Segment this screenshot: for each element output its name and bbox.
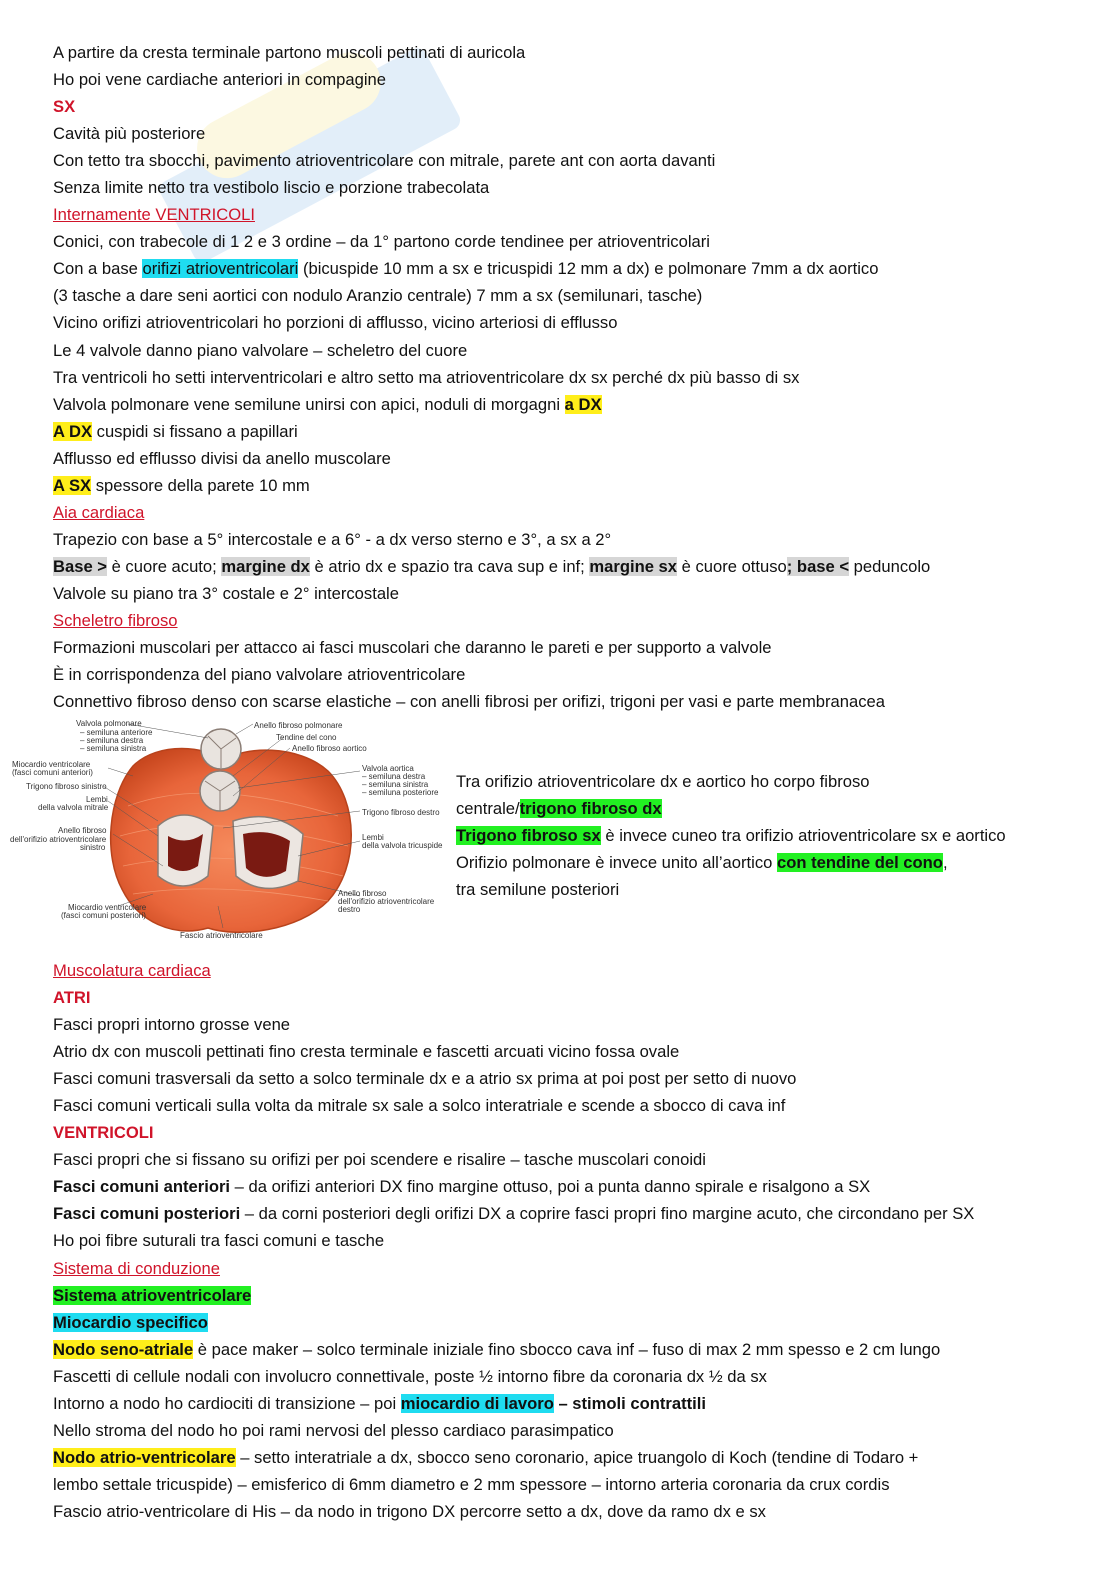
heading-aia-cardiaca: Aia cardiaca: [53, 502, 145, 522]
heart-valve-plane-figure: [8, 716, 444, 944]
highlight-yellow: A DX: [53, 421, 93, 441]
svg-text:dell'orifizio atrioventricolar: dell'orifizio atrioventricolare: [338, 897, 435, 906]
highlight-yellow: Nodo seno-atriale: [53, 1339, 194, 1359]
svg-text:della valvola mitrale: della valvola mitrale: [38, 803, 109, 812]
highlight-cyan: orifizi atrioventricolari: [142, 259, 299, 279]
highlight-cyan: miocardio di lavoro: [400, 1393, 554, 1413]
highlight-gray: ; base <: [786, 556, 850, 576]
svg-text:– semilunа anteriore: – semilunа anteriore: [80, 728, 153, 737]
text-line: Fasci comuni verticali sulla volta da mitrale sx sale a solco interatriale e scende a sbocco di cava inf: [53, 1096, 786, 1116]
svg-text:Anello fibroso: Anello fibroso: [58, 826, 107, 835]
heading-sx: SX: [53, 97, 76, 117]
heading-internamente-ventricoli: Internamente VENTRICOLI: [53, 205, 255, 225]
text-line: Vicino orifizi atrioventricolari ho porzioni di afflusso, vicino arteriosi di efflusso: [53, 313, 618, 333]
text-line: Fasci propri intorno grosse vene: [53, 1015, 291, 1035]
highlight-green: trigono fibroso dx: [519, 799, 662, 819]
highlight-yellow: Nodo atrio-ventricolare: [53, 1447, 236, 1467]
svg-text:Anello fibroso aortico: Anello fibroso aortico: [292, 744, 367, 753]
heading-miocardio-specifico: Miocardio specifico: [53, 1312, 208, 1332]
top-text-block: [53, 39, 1093, 715]
svg-text:Anello fibroso: Anello fibroso: [338, 889, 387, 898]
svg-text:sinistro: sinistro: [80, 843, 106, 852]
svg-text:– semiluna sinistra: – semiluna sinistra: [80, 744, 147, 753]
text-line: Afflusso ed efflusso divisi da anello muscolare: [53, 448, 391, 468]
heading-sistema-atrioventricolare: Sistema atrioventricolare: [53, 1285, 252, 1305]
bottom-text-block: [53, 957, 1093, 1525]
text-line: Ho poi vene cardiache anteriori in compagine: [53, 70, 386, 90]
highlight-yellow: a DX: [564, 394, 602, 414]
text-line: Con tetto tra sbocchi, pavimento atrioventricolare con mitrale, parete ant con aorta davanti: [53, 151, 716, 171]
text-line: Base > è cuore acuto; margine dx è atrio dx e spazio tra cava sup e inf; margine sx è cuore ottuso; base < peduncolo: [53, 556, 931, 576]
svg-text:– semiluna sinistra: – semiluna sinistra: [362, 780, 429, 789]
text-line: Senza limite netto tra vestibolo liscio e porzione trabecolata: [53, 178, 490, 198]
heading-scheletro-fibroso: Scheletro fibroso: [53, 610, 178, 630]
text-line: Cavità più posteriore: [53, 124, 206, 144]
svg-text:Lembi: Lembi: [362, 833, 384, 842]
highlight-green: con tendine del cono: [776, 853, 943, 873]
heading-atri: ATRI: [53, 988, 91, 1008]
text-line: È in corrispondenza del piano valvolare atrioventricolare: [53, 665, 466, 685]
highlight-gray: Base >: [53, 556, 107, 576]
text-line: (3 tasche a dare seni aortici con nodulo Aranzio centrale) 7 mm a sx (semilunari, tasche): [53, 286, 703, 306]
text-line: A DX cuspidi si fissano a papillari: [53, 421, 298, 441]
text-line: Le 4 valvole danno piano valvolare – scheletro del cuore: [53, 340, 468, 360]
heading-sistema-conduzione: Sistema di conduzione: [53, 1258, 220, 1278]
svg-text:Valvola aortica: Valvola aortica: [362, 764, 414, 773]
svg-text:Miocardio ventricolare: Miocardio ventricolare: [68, 903, 147, 912]
svg-text:Tendine del cono: Tendine del cono: [276, 733, 337, 742]
text-line: Valvole su piano tra 3° costale e 2° intercostale: [53, 583, 399, 603]
svg-text:destro: destro: [338, 905, 361, 914]
text-line: Fasci comuni trasversali da setto a solco terminale dx e a atrio sx prima at poi post per setto di nuovo: [53, 1069, 797, 1089]
svg-text:– semiluna destra: – semiluna destra: [362, 772, 426, 781]
svg-text:Lembi: Lembi: [86, 795, 108, 804]
text-line: lembo settale tricuspide) – emisferico di 6mm diametro e 2 mm spessore – intorno arteria coronaria da crux cordis: [53, 1474, 890, 1494]
text-line: Trapezio con base a 5° intercostale e a 6° - a dx verso sterno e 3°, a sx a 2°: [53, 529, 612, 549]
text-line: Atrio dx con muscoli pettinati fino cresta terminale e fascetti arcuati vicino fossa ovale: [53, 1042, 680, 1062]
text-line: Fascetti di cellule nodali con involucro connettivale, poste ½ intorno fibre da coronaria dx ½ da sx: [53, 1366, 767, 1386]
svg-text:Valvola polmonare: Valvola polmonare: [76, 719, 142, 728]
text-line: Tra ventricoli ho setti interventricolari e altro setto ma atrioventricolare dx sx perché dx più basso di sx: [53, 367, 800, 387]
text-line: Fasci propri che si fissano su orifizi per poi scendere e risalire – tasche muscolari conoidi: [53, 1150, 706, 1170]
svg-text:della valvola tricuspide: della valvola tricuspide: [362, 841, 443, 850]
figure-label-bottom: Fascio atrioventricolare: [180, 931, 263, 940]
text-line: centrale/trigono fibroso dx: [456, 799, 662, 819]
svg-text:– semiluna destra: – semiluna destra: [80, 736, 144, 745]
text-line: Nodo atrio-ventricolare – setto interatriale a dx, sbocco seno coronario, apice truangolo di Koch (tendine di Todaro +: [53, 1447, 919, 1467]
text-line: A SX spessore della parete 10 mm: [53, 475, 310, 495]
svg-text:(fasci comuni posteriori): (fasci comuni posteriori): [61, 911, 146, 920]
svg-text:(fasci comuni anteriori): (fasci comuni anteriori): [12, 768, 93, 777]
text-line: Valvola polmonare vene semilune unirsi con apici, noduli di morgagni a DX: [53, 394, 602, 414]
text-line: Nodo seno-atriale è pace maker – solco terminale iniziale fino sbocco cava inf – fuso di max 2 mm spesso e 2 cm lungo: [53, 1339, 941, 1359]
text-line: Fasci comuni anteriori – da orifizi anteriori DX fino margine ottuso, poi a punta danno spirale e risalgono a SX: [53, 1177, 871, 1197]
highlight-gray: margine sx: [589, 556, 678, 576]
svg-text:– semiluna posteriore: – semiluna posteriore: [362, 788, 439, 797]
text-line: Fascio atrio-ventricolare di His – da nodo in trigono DX percorre setto a dx, dove da ramo dx e sx: [53, 1501, 766, 1521]
heading-muscolatura-cardiaca: Muscolatura cardiaca: [53, 961, 211, 980]
text-line: Trigono fibroso sx è invece cuneo tra orifizio atrioventricolare sx e aortico: [456, 826, 1006, 846]
text-line: Orifizio polmonare è invece unito all’aortico con tendine del cono,: [456, 853, 948, 873]
text-line: Fasci comuni posteriori – da corni posteriori degli orifizi DX a coprire fasci propri fino margine acuto, che circondano per SX: [53, 1204, 975, 1224]
text-line: Tra orifizio atrioventricolare dx e aortico ho corpo fibroso: [456, 772, 870, 791]
text-line: A partire da cresta terminale partono muscoli pettinati di auricola: [53, 43, 526, 62]
heading-ventricoli: VENTRICOLI: [53, 1123, 154, 1143]
svg-text:Trigono fibroso destro: Trigono fibroso destro: [362, 808, 440, 817]
text-line: tra semilune posteriori: [456, 880, 620, 900]
text-line: Connettivo fibroso denso con scarse elastiche – con anelli fibrosi per orifizi, trigoni per vasi e parte membranacea: [53, 692, 885, 712]
text-line: Conici, con trabecole di 1 2 e 3 ordine – da 1° partono corde tendinee per atrioventricolari: [53, 232, 710, 252]
highlight-green: Trigono fibroso sx: [456, 826, 601, 846]
figure-caption-text: [456, 768, 1106, 903]
text-line: Con a base orifizi atrioventricolari (bicuspide 10 mm a sx e tricuspidi 12 mm a dx) e polmonare 7mm a dx aortico: [53, 259, 879, 279]
text-line: Ho poi fibre suturali tra fasci comuni e tasche: [53, 1231, 385, 1251]
svg-text:Miocardio ventricolare: Miocardio ventricolare: [12, 760, 91, 769]
svg-text:Anello fibroso polmonare: Anello fibroso polmonare: [254, 721, 343, 730]
text-line: Nello stroma del nodo ho poi rami nervosi del plesso cardiaco parasimpatico: [53, 1420, 614, 1440]
svg-text:Trigono fibroso sinistro: Trigono fibroso sinistro: [26, 782, 107, 791]
highlight-yellow: A SX: [53, 475, 92, 495]
highlight-gray: margine dx: [221, 556, 310, 576]
svg-text:dell'orifizio atrioventricolar: dell'orifizio atrioventricolare: [10, 835, 107, 844]
text-line: Formazioni muscolari per attacco ai fasci muscolari che daranno le pareti e per supporto a valvole: [53, 638, 772, 658]
text-line: Intorno a nodo ho cardiociti di transizione – poi miocardio di lavoro – stimoli contrattili: [53, 1393, 706, 1413]
